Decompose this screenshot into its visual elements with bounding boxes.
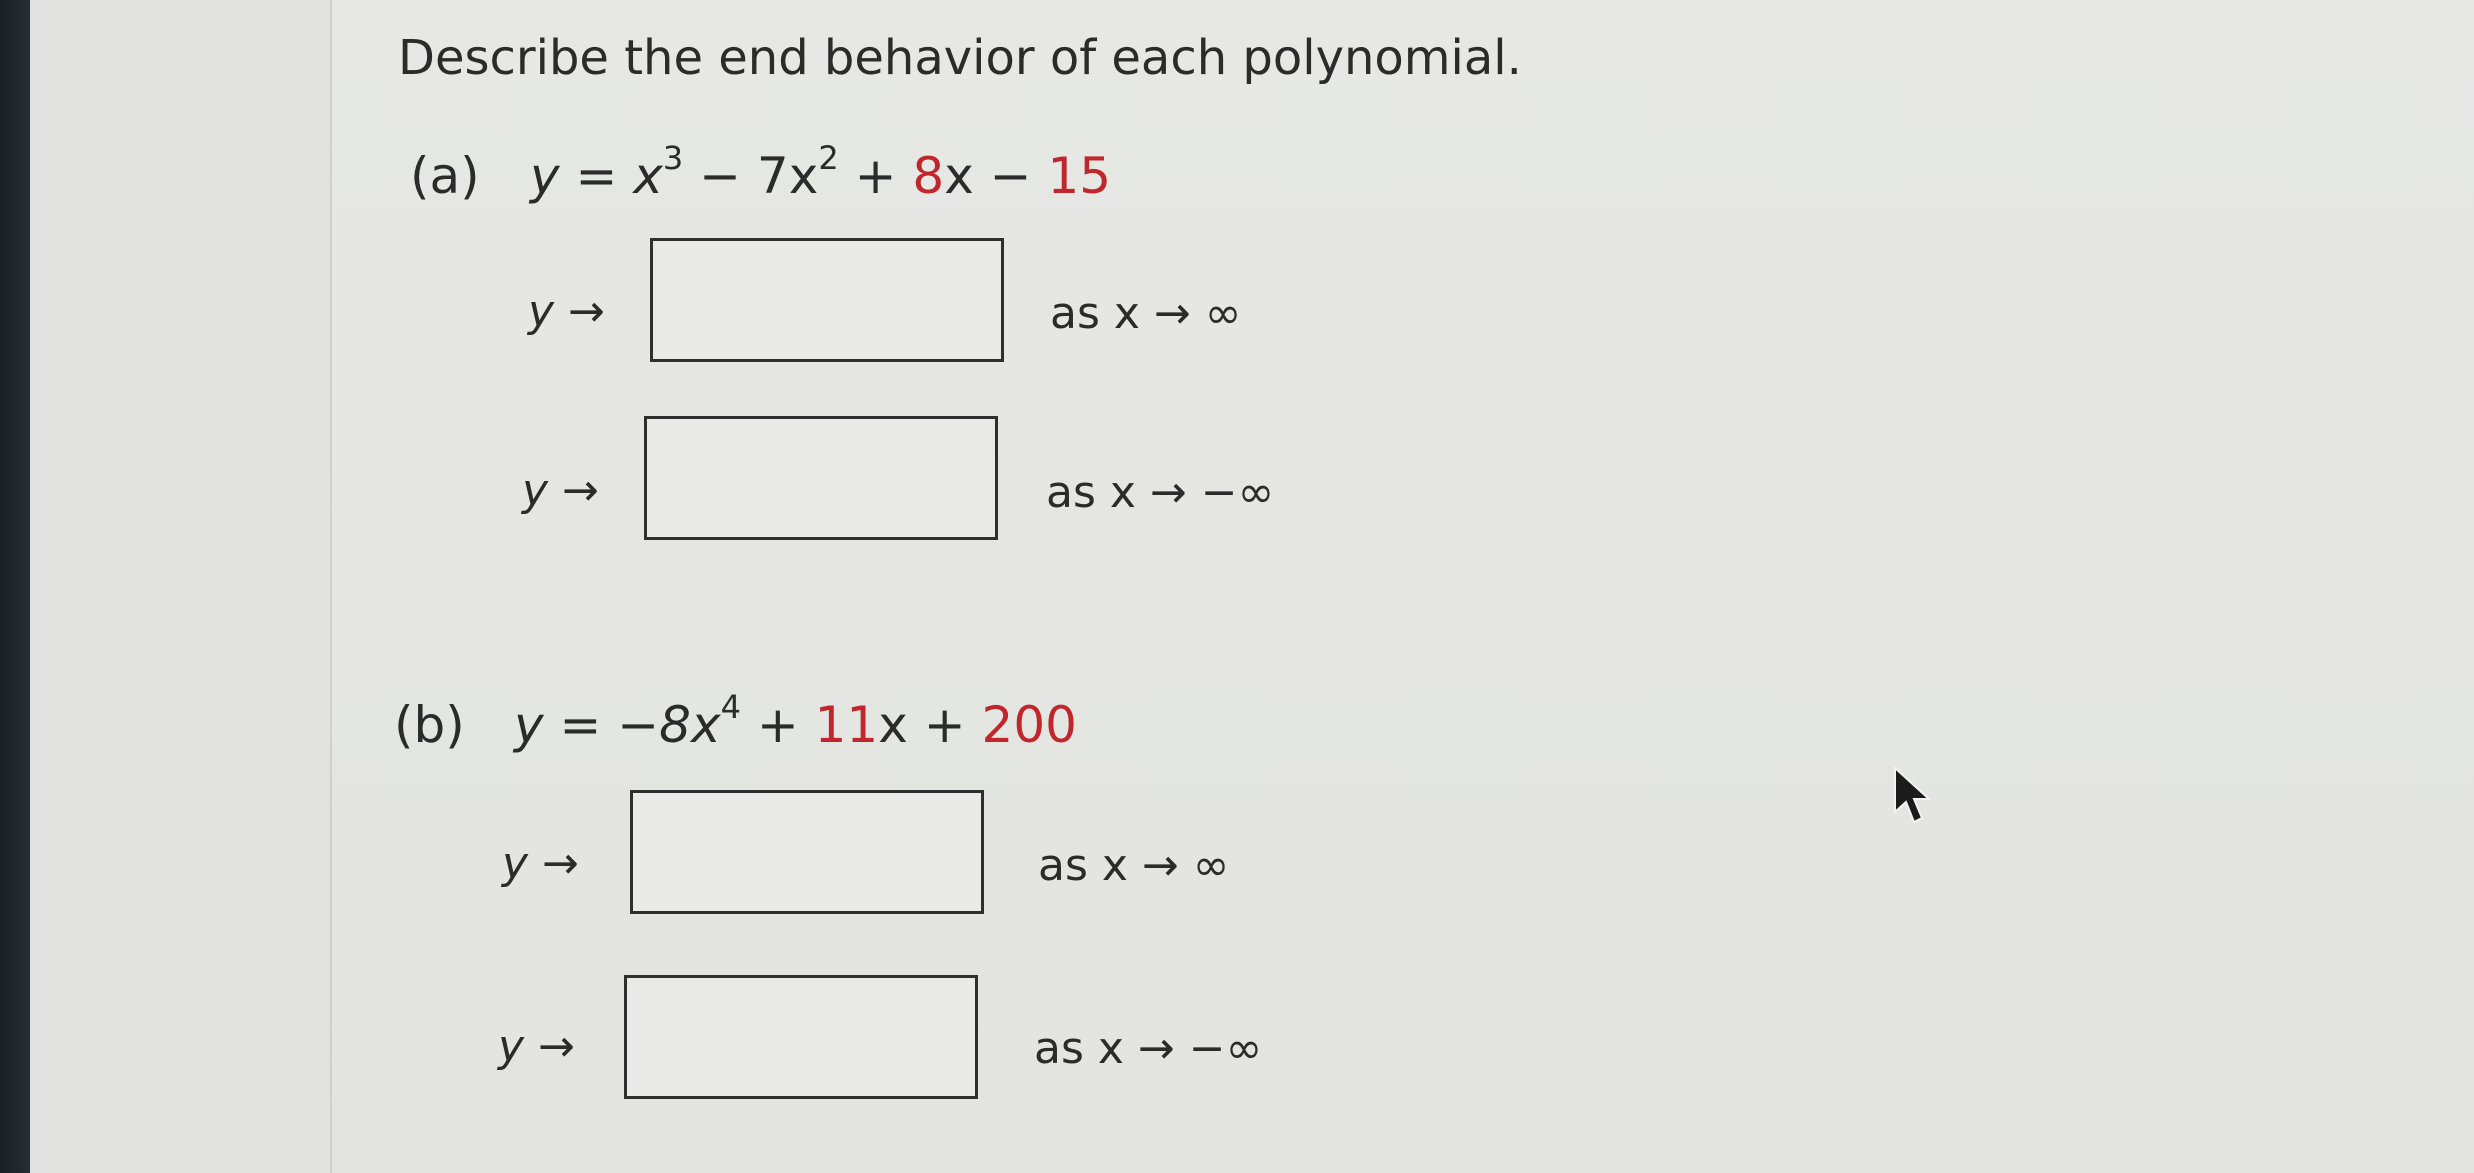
- part-a-row2-condition: as x → −∞: [1046, 467, 1275, 518]
- part-a-eq-exp2: 2: [818, 139, 839, 177]
- part-a-row1-answer-input[interactable]: [650, 238, 1004, 362]
- part-b-eq-const: 200: [981, 696, 1077, 754]
- mouse-pointer-icon: [1893, 766, 1937, 830]
- part-a-eq-mid3: x −: [944, 147, 1048, 205]
- part-a-eq-mid1: − 7x: [683, 147, 819, 205]
- part-b-eq-lhs: y = −8x: [514, 696, 721, 754]
- question-panel: [330, 0, 2474, 1173]
- part-b-row2-condition: as x → −∞: [1034, 1023, 1263, 1074]
- part-b-eq-mid2: x +: [878, 696, 982, 754]
- part-a-eq-exp1: 3: [662, 139, 684, 177]
- left-margin-panel: [30, 0, 330, 1173]
- part-a-row2-answer-input[interactable]: [644, 416, 998, 540]
- question-title: Describe the end behavior of each polynomial.: [398, 30, 1522, 86]
- part-a-eq-const: 15: [1047, 147, 1112, 205]
- part-b-row1-condition: as x → ∞: [1038, 840, 1230, 891]
- part-b-row1-y-label: y →: [502, 838, 579, 889]
- part-a-row1-condition: as x → ∞: [1050, 288, 1242, 339]
- part-b-row2-answer-input[interactable]: [624, 975, 978, 1099]
- part-a-eq-mid2: +: [838, 147, 913, 205]
- part-b-row1-answer-input[interactable]: [630, 790, 984, 914]
- part-a-row2-y-label: y →: [522, 465, 599, 516]
- part-a-eq-lhs: y = x: [530, 147, 663, 205]
- part-a-equation: [530, 139, 1112, 205]
- part-a-eq-coef: 8: [912, 147, 945, 205]
- part-b-equation: [514, 688, 1077, 754]
- part-b-eq-mid1: +: [740, 696, 815, 754]
- part-a-label: (a): [410, 147, 480, 205]
- part-b-eq-coef: 11: [814, 696, 879, 754]
- part-b-row2-y-label: y →: [498, 1021, 575, 1072]
- part-b-label: (b): [394, 696, 465, 754]
- part-a-row1-y-label: y →: [528, 286, 605, 337]
- part-b-eq-exp1: 4: [720, 688, 741, 726]
